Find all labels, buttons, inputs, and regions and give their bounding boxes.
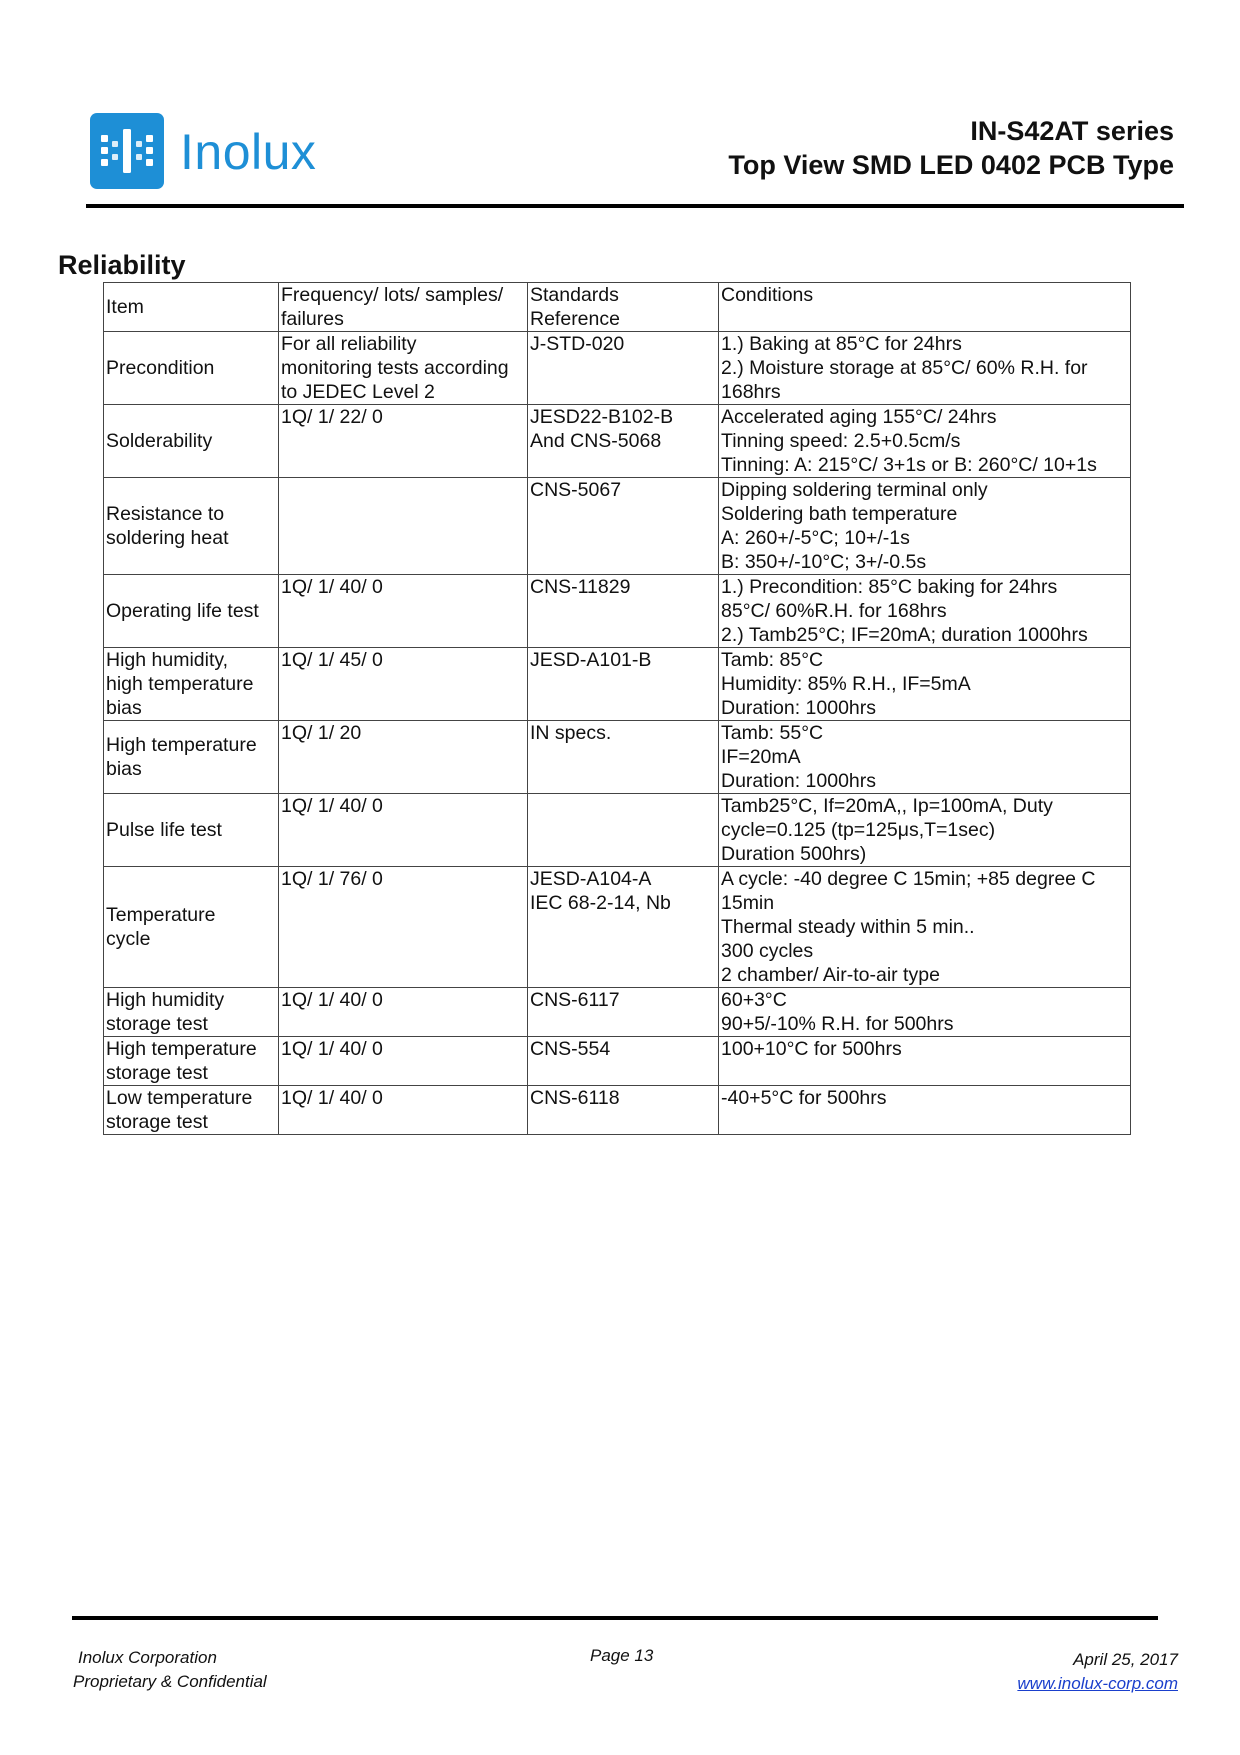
cell-line: cycle bbox=[106, 928, 151, 950]
cell-line: Duration: 1000hrs bbox=[721, 770, 877, 792]
cell-line: 90+5/-10% R.H. for 500hrs bbox=[721, 1013, 954, 1035]
cell-line: 2.) Moisture storage at 85°C/ 60% R.H. for bbox=[721, 357, 1088, 379]
header-frequency bbox=[279, 283, 528, 332]
section-title: Reliability bbox=[58, 250, 186, 280]
table-row bbox=[104, 405, 1131, 478]
cell-line: -40+5°C for 500hrs bbox=[721, 1087, 887, 1109]
footer-confidential: Proprietary & Confidential bbox=[73, 1672, 267, 1691]
standard-cell bbox=[528, 721, 719, 794]
standard-cell bbox=[528, 794, 719, 867]
conditions-cell bbox=[719, 575, 1131, 648]
cell-line: A cycle: -40 degree C 15min; +85 degree C bbox=[721, 868, 1096, 890]
cell-line: Precondition bbox=[106, 357, 215, 379]
item-cell bbox=[104, 867, 279, 988]
frequency-cell bbox=[279, 867, 528, 988]
cell-line: Soldering bath temperature bbox=[721, 503, 958, 525]
cell-line: Tamb: 55°C bbox=[721, 722, 824, 744]
series-title: IN-S42AT series bbox=[970, 116, 1174, 146]
footer-company: Inolux Corporation bbox=[78, 1648, 217, 1667]
cell-line: 168hrs bbox=[721, 381, 781, 403]
cell-line: 1Q/ 1/ 40/ 0 bbox=[281, 795, 383, 817]
cell-line: 15min bbox=[721, 892, 775, 914]
cell-line: high temperature bbox=[106, 673, 254, 695]
conditions-cell bbox=[719, 478, 1131, 575]
cell-line: CNS-6117 bbox=[530, 989, 620, 1011]
inolux-logo-icon bbox=[90, 113, 164, 189]
standard-cell bbox=[528, 1086, 719, 1135]
company-logo bbox=[90, 113, 316, 189]
cell-line: Tamb: 85°C bbox=[721, 649, 824, 671]
cell-line: Tamb25°C, If=20mA,, Ip=100mA, Duty bbox=[721, 795, 1053, 817]
conditions-cell bbox=[719, 721, 1131, 794]
cell-line: Duration: 1000hrs bbox=[721, 697, 877, 719]
product-title: Top View SMD LED 0402 PCB Type bbox=[728, 150, 1174, 180]
cell-line: High humidity bbox=[106, 989, 225, 1011]
cell-line: 1Q/ 1/ 22/ 0 bbox=[281, 406, 383, 428]
frequency-cell bbox=[279, 794, 528, 867]
cell-line: 1Q/ 1/ 40/ 0 bbox=[281, 576, 383, 598]
table-row bbox=[104, 575, 1131, 648]
cell-line: IEC 68-2-14, Nb bbox=[530, 892, 671, 914]
conditions-cell bbox=[719, 794, 1131, 867]
frequency-cell bbox=[279, 721, 528, 794]
table-header-row bbox=[104, 283, 1131, 332]
item-cell bbox=[104, 988, 279, 1037]
cell-line: 2 chamber/ Air-to-air type bbox=[721, 964, 940, 986]
cell-line: Tinning speed: 2.5+0.5cm/s bbox=[721, 430, 961, 452]
cell-line: 1Q/ 1/ 20 bbox=[281, 722, 362, 744]
cell-line: High humidity, bbox=[106, 649, 229, 671]
frequency-cell bbox=[279, 575, 528, 648]
table-row bbox=[104, 721, 1131, 794]
cell-line: 1Q/ 1/ 40/ 0 bbox=[281, 989, 383, 1011]
header-line: failures bbox=[281, 308, 344, 330]
table-row bbox=[104, 988, 1131, 1037]
table-row bbox=[104, 648, 1131, 721]
cell-line: CNS-11829 bbox=[530, 576, 631, 598]
standard-cell bbox=[528, 332, 719, 405]
cell-line: Pulse life test bbox=[106, 819, 222, 841]
cell-line: cycle=0.125 (tp=125μs,T=1sec) bbox=[721, 819, 996, 841]
cell-line: soldering heat bbox=[106, 527, 229, 549]
cell-line: Tinning: A: 215°C/ 3+1s or B: 260°C/ 10+1s bbox=[721, 454, 1097, 476]
header-line: Standards bbox=[530, 284, 619, 306]
conditions-cell bbox=[719, 988, 1131, 1037]
cell-line: Dipping soldering terminal only bbox=[721, 479, 988, 501]
cell-line: JESD-A101-B bbox=[530, 649, 652, 671]
standard-cell bbox=[528, 1037, 719, 1086]
cell-line: 1Q/ 1/ 40/ 0 bbox=[281, 1087, 383, 1109]
table-row bbox=[104, 1037, 1131, 1086]
conditions-cell bbox=[719, 1037, 1131, 1086]
cell-line: Humidity: 85% R.H., IF=5mA bbox=[721, 673, 971, 695]
frequency-cell bbox=[279, 1037, 528, 1086]
item-cell bbox=[104, 1086, 279, 1135]
cell-line: High temperature bbox=[106, 1038, 257, 1060]
cell-line: JESD-A104-A bbox=[530, 868, 652, 890]
cell-line: Duration 500hrs) bbox=[721, 843, 867, 865]
website-link[interactable]: www.inolux-corp.com bbox=[1017, 1674, 1178, 1693]
cell-line: bias bbox=[106, 758, 142, 780]
item-cell bbox=[104, 648, 279, 721]
conditions-cell bbox=[719, 405, 1131, 478]
table-row bbox=[104, 1086, 1131, 1135]
frequency-cell bbox=[279, 1086, 528, 1135]
frequency-cell bbox=[279, 332, 528, 405]
standard-cell bbox=[528, 867, 719, 988]
header-conditions bbox=[719, 283, 1131, 332]
cell-line: monitoring tests according bbox=[281, 357, 509, 379]
cell-line: CNS-6118 bbox=[530, 1087, 620, 1109]
cell-line: J-STD-020 bbox=[530, 333, 625, 355]
cell-line: 2.) Tamb25°C; IF=20mA; duration 1000hrs bbox=[721, 624, 1088, 646]
item-cell bbox=[104, 405, 279, 478]
header-line: Reference bbox=[530, 308, 620, 330]
cell-line: Accelerated aging 155°C/ 24hrs bbox=[721, 406, 997, 428]
frequency-cell bbox=[279, 648, 528, 721]
table-row bbox=[104, 332, 1131, 405]
cell-line: Thermal steady within 5 min.. bbox=[721, 916, 975, 938]
standard-cell bbox=[528, 575, 719, 648]
cell-line: 1.) Baking at 85°C for 24hrs bbox=[721, 333, 962, 355]
header-item bbox=[104, 283, 279, 332]
cell-line: CNS-5067 bbox=[530, 479, 622, 501]
cell-line: storage test bbox=[106, 1062, 208, 1084]
frequency-cell bbox=[279, 988, 528, 1037]
cell-line: High temperature bbox=[106, 734, 257, 756]
item-cell bbox=[104, 478, 279, 575]
standard-cell bbox=[528, 988, 719, 1037]
cell-line: Solderability bbox=[106, 430, 213, 452]
frequency-cell bbox=[279, 405, 528, 478]
cell-line: B: 350+/-10°C; 3+/-0.5s bbox=[721, 551, 927, 573]
conditions-cell bbox=[719, 332, 1131, 405]
cell-line: storage test bbox=[106, 1013, 208, 1035]
conditions-cell bbox=[719, 1086, 1131, 1135]
cell-line: Resistance to bbox=[106, 503, 225, 525]
cell-line: For all reliability bbox=[281, 333, 417, 355]
header-divider bbox=[86, 204, 1184, 208]
table-row bbox=[104, 478, 1131, 575]
cell-line: 300 cycles bbox=[721, 940, 814, 962]
item-cell bbox=[104, 794, 279, 867]
cell-line: IN specs. bbox=[530, 722, 612, 744]
cell-line: 60+3°C bbox=[721, 989, 787, 1011]
standard-cell bbox=[528, 405, 719, 478]
table-row bbox=[104, 794, 1131, 867]
standard-cell bbox=[528, 648, 719, 721]
cell-line: 1Q/ 1/ 45/ 0 bbox=[281, 649, 383, 671]
cell-line: to JEDEC Level 2 bbox=[281, 381, 435, 403]
cell-line: Low temperature bbox=[106, 1087, 253, 1109]
item-cell bbox=[104, 575, 279, 648]
footer-divider bbox=[72, 1616, 1158, 1620]
cell-line: Temperature bbox=[106, 904, 216, 926]
cell-line: JESD22-B102-B bbox=[530, 406, 674, 428]
cell-line: 1Q/ 1/ 76/ 0 bbox=[281, 868, 383, 890]
header-line: Item bbox=[106, 296, 144, 318]
cell-line: IF=20mA bbox=[721, 746, 801, 768]
cell-line: CNS-554 bbox=[530, 1038, 611, 1060]
header-standards bbox=[528, 283, 719, 332]
cell-line: 1.) Precondition: 85°C baking for 24hrs bbox=[721, 576, 1058, 598]
page-number: Page 13 bbox=[590, 1646, 654, 1665]
reliability-table bbox=[103, 282, 1131, 1135]
header-line: Frequency/ lots/ samples/ bbox=[281, 284, 504, 306]
frequency-cell bbox=[279, 478, 528, 575]
item-cell bbox=[104, 332, 279, 405]
cell-line: 1Q/ 1/ 40/ 0 bbox=[281, 1038, 383, 1060]
item-cell bbox=[104, 721, 279, 794]
cell-line: A: 260+/-5°C; 10+/-1s bbox=[721, 527, 910, 549]
item-cell bbox=[104, 1037, 279, 1086]
table-row bbox=[104, 867, 1131, 988]
cell-line: 85°C/ 60%R.H. for 168hrs bbox=[721, 600, 947, 622]
cell-line: bias bbox=[106, 697, 142, 719]
cell-line: And CNS-5068 bbox=[530, 430, 662, 452]
document-header bbox=[728, 114, 1174, 182]
footer-website[interactable] bbox=[1017, 1674, 1178, 1694]
header-line: Conditions bbox=[721, 284, 814, 306]
conditions-cell bbox=[719, 867, 1131, 988]
cell-line: Operating life test bbox=[106, 600, 259, 622]
cell-line: 100+10°C for 500hrs bbox=[721, 1038, 902, 1060]
cell-line: storage test bbox=[106, 1111, 208, 1133]
conditions-cell bbox=[719, 648, 1131, 721]
standard-cell bbox=[528, 478, 719, 575]
footer-date: April 25, 2017 bbox=[1073, 1650, 1178, 1669]
logo-wordmark: Inolux bbox=[180, 124, 317, 180]
